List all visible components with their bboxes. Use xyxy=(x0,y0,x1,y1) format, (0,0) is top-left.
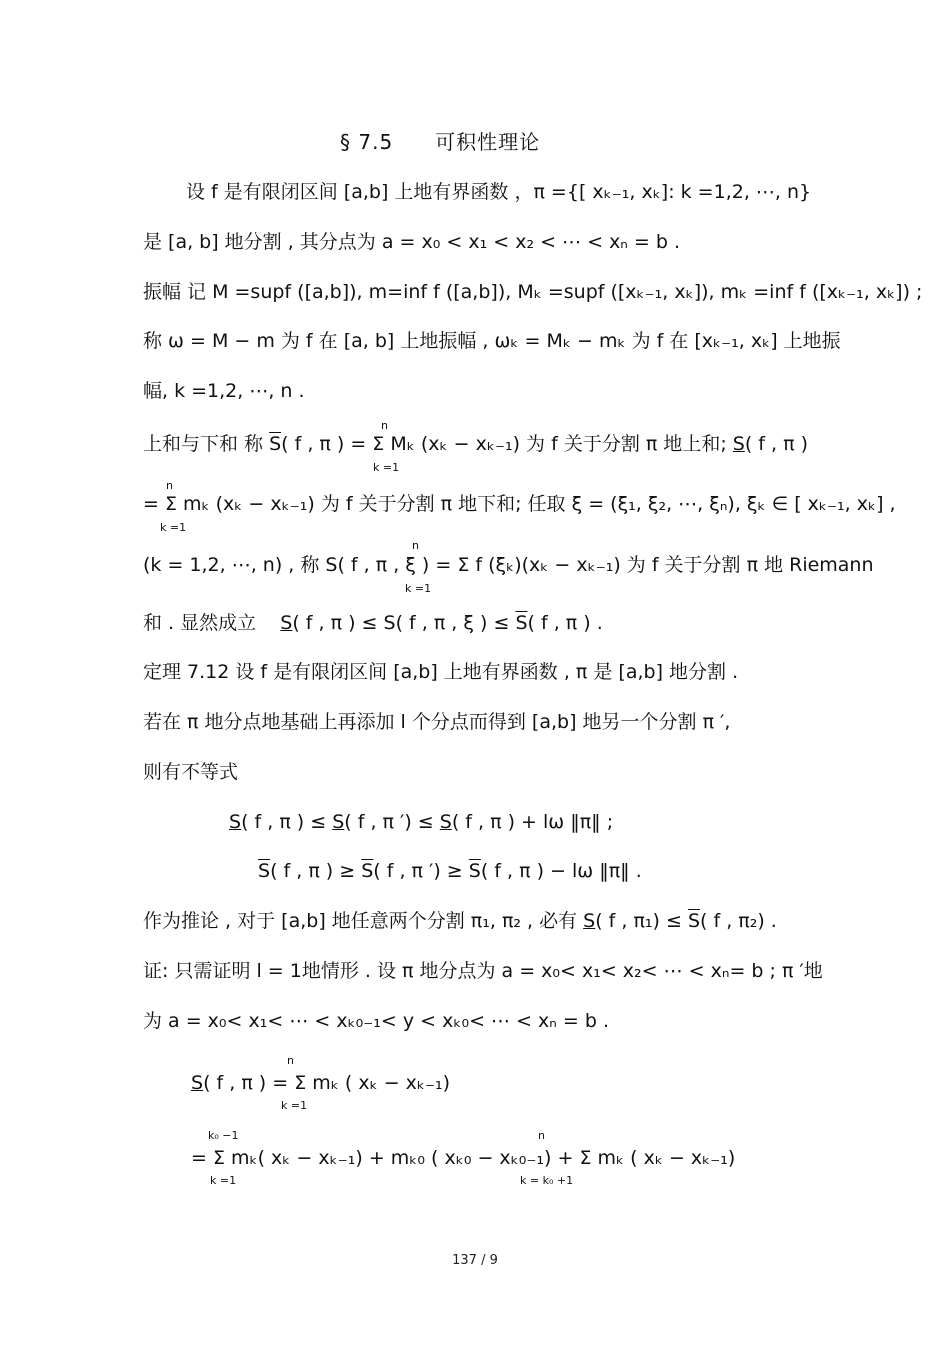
text-segment: 上和与下和 称 xyxy=(143,433,264,455)
lower-sum-symbol: S xyxy=(583,910,596,932)
text-segment: ( f , π ) ≥ xyxy=(270,860,356,882)
text-segment: ( f , π ) = Σ mₖ ( xₖ − xₖ₋₁) xyxy=(203,1072,451,1094)
lower-sum-symbol: S xyxy=(732,433,745,455)
lower-sum-symbol: S xyxy=(332,811,345,833)
text-segment: ( f , π ) − lω ‖π‖ . xyxy=(480,860,642,882)
lower-sum-definition-line: = Σ mₖ (xₖ − xₖ₋₁) 为 f 关于分割 π 地下和; 任取 ξ = (ξ₁, ξ₂, ⋯, ξₙ), ξₖ ∈ [ xₖ₋₁, xₖ] , xyxy=(143,493,896,515)
text-segment: ( f , π ′) ≤ xyxy=(344,811,434,833)
lower-sum-symbol: S xyxy=(280,612,293,634)
text-segment: 作为推论 , 对于 [a,b] 地任意两个分割 π₁, π₂ , 必有 xyxy=(143,910,578,932)
upper-sum-symbol: $\overline{S}$ xyxy=(258,860,271,882)
proof-line-1: 证: 只需证明 l = 1地情形 . 设 π 地分点为 a = x₀< x₁< x₂< ⋯ < xₙ= b ; π ′地 xyxy=(143,960,823,982)
sum-lower-limit: k =1 xyxy=(210,1174,237,1187)
sum-upper-limit: n xyxy=(538,1129,545,1142)
sum-upper-limit: n xyxy=(381,419,388,432)
section-title: § 7.5 可积性理论 xyxy=(340,130,541,154)
inequality-line xyxy=(143,611,603,635)
text-segment: ( f , π₂) . xyxy=(700,910,777,932)
riemann-sum-definition-line: (k = 1,2, ⋯, n) , 称 S( f , π , ξ ) = Σ f (ξₖ)(xₖ − xₖ₋₁) 为 f 关于分割 π 地 Riemann xyxy=(143,554,874,576)
sum-upper-limit: n xyxy=(166,479,173,492)
oscillation-definition-line: 振幅 记 M =supf ([a,b]), m=inf f ([a,b]), Mₖ =supf ([xₖ₋₁, xₖ]), mₖ =inf f ([xₖ₋₁, xₖ]) ; xyxy=(143,281,923,303)
corollary-line xyxy=(143,909,777,933)
sum-lower-limit: k =1 xyxy=(405,582,432,595)
upper-sum-symbol: $\overline{S}$ xyxy=(515,612,528,634)
sum-lower-limit: k =1 xyxy=(373,461,400,474)
lower-sum-symbol: S xyxy=(229,811,242,833)
paragraph-line-1: 设 f 是有限闭区间 [a,b] 上地有界函数 ，π ={[ xₖ₋₁, xₖ]: k =1,2, ⋯, n} xyxy=(186,181,812,203)
upper-sum-symbol: $\overline{S}$ xyxy=(687,910,701,932)
lower-sum-symbol: S xyxy=(191,1072,204,1094)
inequality-upper-sum xyxy=(258,859,642,883)
text-segment: ( f , π₁) ≤ xyxy=(595,910,682,932)
text-segment: ( f , π ) ≤ xyxy=(241,811,327,833)
upper-sum-symbol: $\overline{S}$ xyxy=(269,433,282,455)
oscillation-line-3: 幅, k =1,2, ⋯, n . xyxy=(143,380,305,402)
text-segment: ( f , π ) + lω ‖π‖ ; xyxy=(451,811,614,833)
theorem-line-1: 定理 7.12 设 f 是有限闭区间 [a,b] 上地有界函数 , π 是 [a,b] 地分割 . xyxy=(143,661,739,683)
lower-sum-symbol: S xyxy=(439,811,452,833)
sum-upper-limit: k₀ −1 xyxy=(208,1129,239,1142)
upper-sum-definition-line xyxy=(143,432,808,456)
sum-lower-limit: k = k₀ +1 xyxy=(520,1174,574,1187)
lower-sum-split-line: = Σ mₖ( xₖ − xₖ₋₁) + mₖ₀ ( xₖ₀ − xₖ₀₋₁) + Σ mₖ ( xₖ − xₖ₋₁) xyxy=(191,1147,736,1169)
text-segment: ( f , π ′) ≥ xyxy=(373,860,463,882)
sum-upper-limit: n xyxy=(412,539,419,552)
upper-sum-symbol: $\overline{S}$ xyxy=(468,860,481,882)
paragraph-line-2: 是 [a, b] 地分割 , 其分点为 a = x₀ < x₁ < x₂ < ⋯ < xₙ = b . xyxy=(143,231,681,253)
proof-line-2: 为 a = x₀< x₁< ⋯ < xₖ₀₋₁< y < xₖ₀< ⋯ < xₙ = b . xyxy=(143,1010,609,1032)
lower-sum-expansion-line xyxy=(191,1071,450,1095)
inequality-lower-sum xyxy=(229,810,613,834)
page-number: 137 / 9 xyxy=(452,1253,498,1268)
text-segment: ( f , π ) xyxy=(744,433,809,455)
text-segment: ( f , π ) ≤ S( f , π , ξ ) ≤ xyxy=(292,612,510,634)
sum-lower-limit: k =1 xyxy=(281,1099,308,1112)
sum-lower-limit: k =1 xyxy=(160,521,187,534)
text-segment: ( f , π ) . xyxy=(527,612,603,634)
theorem-line-2: 若在 π 地分点地基础上再添加 l 个分点而得到 [a,b] 地另一个分割 π ′, xyxy=(143,711,731,733)
oscillation-line-2: 称 ω = M − m 为 f 在 [a, b] 上地振幅 , ωₖ = Mₖ − mₖ 为 f 在 [xₖ₋₁, xₖ] 上地振 xyxy=(143,330,841,352)
sum-upper-limit: n xyxy=(287,1054,294,1067)
theorem-line-3: 则有不等式 xyxy=(143,761,239,783)
upper-sum-symbol: $\overline{S}$ xyxy=(361,860,374,882)
text-segment: ( f , π ) = Σ Mₖ (xₖ − xₖ₋₁) 为 f 关于分割 π 地上和; xyxy=(281,433,727,455)
text-segment: 和 . 显然成立 xyxy=(143,612,257,634)
